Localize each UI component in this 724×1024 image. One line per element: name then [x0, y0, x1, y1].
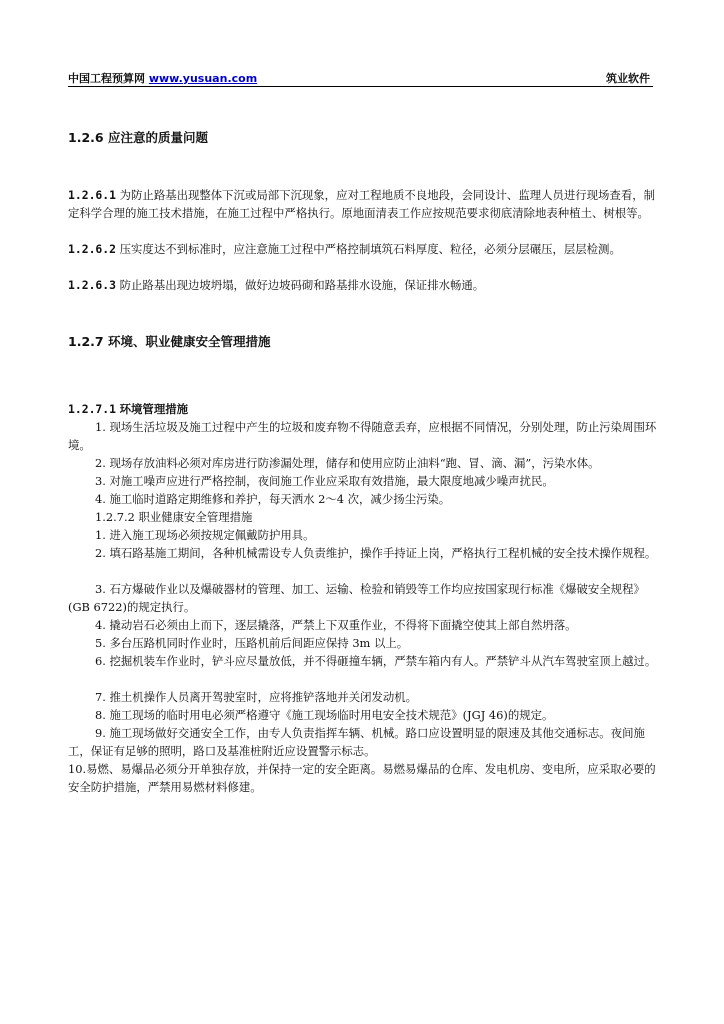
section-126-title: 1.2.6 应注意的质量问题 [68, 130, 208, 145]
page-header [68, 70, 653, 87]
header-site [68, 70, 257, 86]
subsection-1271-heading [68, 400, 658, 418]
paragraph: 8. 施工现场的临时用电必须严格遵守《施工现场临时用电安全技术规范》(JGJ 46)的规定。 [95, 708, 554, 722]
item-number: 1.2.6.1 [68, 188, 117, 202]
item-text: 压实度达不到标准时，应注意施工过程中严格控制填筑石料厚度、粒径，必须分层碾压，层层检测。 [119, 242, 621, 256]
paragraph: 2. 现场存放油料必须对库房进行防渗漏处理，储存和使用应防止油料“跑、冒、滴、漏”，污染水体。 [95, 456, 600, 470]
paragraph: 6. 挖掘机装车作业时，铲斗应尽量放低，并不得砸撞车辆，严禁车箱内有人。严禁铲斗从汽车驾驶室顶上越过。 [95, 654, 657, 668]
section-127-title: 1.2.7 环境、职业健康安全管理措施 [68, 334, 271, 349]
paragraph: 3. 石方爆破作业以及爆破器材的管理、加工、运输、检验和销毁等工作均应按国家现行标准《爆破安全规程》(GB 6722)的规定执行。 [68, 582, 645, 614]
subsection-number: 1.2.7.1 [68, 402, 117, 416]
subsection-title: 环境管理措施 [119, 402, 188, 416]
header-site-link[interactable]: www.yusuan.com [148, 72, 258, 85]
item-text: 为防止路基出现整体下沉或局部下沉现象，应对工程地质不良地段，会同设计、监理人员进行现场查看，制定科学合理的施工技术措施，在施工过程中严格执行。原地面清表工作应按规范要求彻底清除地表种植土、树根等。 [68, 188, 656, 220]
item-1263 [68, 276, 658, 294]
paragraph: 4. 施工临时道路定期维修和养护，每天洒水 2～4 次，减少扬尘污染。 [95, 492, 451, 506]
paragraph: 3. 对施工噪声应进行严格控制，夜间施工作业应采取有效措施，最大限度地减少噪声扰民。 [95, 474, 554, 488]
paragraph: 2. 填石路基施工期间，各种机械需设专人负责维护，操作手持证上岗，严格执行工程机械的安全技术操作规程。 [95, 546, 657, 560]
item-number: 1.2.6.3 [68, 278, 117, 292]
item-number: 1.2.6.2 [68, 242, 117, 256]
paragraph: 4. 撬动岩石必须由上而下，逐层撬落，严禁上下双重作业，不得将下面撬空使其上部自然坍落。 [95, 618, 577, 632]
paragraph: 1.2.7.2 职业健康安全管理措施 [95, 510, 253, 524]
paragraph: 1. 进入施工现场必须按规定佩戴防护用具。 [95, 528, 315, 542]
item-1262 [68, 240, 658, 258]
paragraph: 7. 推土机操作人员离开驾驶室时，应将推铲落地并关闭发动机。 [95, 690, 418, 704]
paragraph: 5. 多台压路机同时作业时，压路机前后间距应保持 3m 以上。 [95, 636, 409, 650]
paragraph: 1. 现场生活垃圾及施工过程中产生的垃圾和废弃物不得随意丢弃，应根据不同情况，分别处理，防止污染周围环境。 [68, 420, 657, 452]
item-1261 [68, 186, 658, 222]
header-site-name: 中国工程预算网 [68, 72, 145, 85]
header-brand: 筑业软件 [606, 72, 650, 85]
paragraph: 10.易燃、易爆品必须分开单独存放，并保持一定的安全距离。易燃易爆品的仓库、发电机房、变电所，应采取必要的安全防护措施，严禁用易燃材料修建。 [68, 762, 656, 794]
paragraph: 9. 施工现场做好交通安全工作，由专人负责指挥车辆、机械。路口应设置明显的限速及其他交通标志。夜间施工，保证有足够的照明，路口及基准桩附近应设置警示标志。 [68, 726, 645, 758]
item-text: 防止路基出现边坡坍塌，做好边坡码砌和路基排水设施，保证排水畅通。 [119, 278, 485, 292]
